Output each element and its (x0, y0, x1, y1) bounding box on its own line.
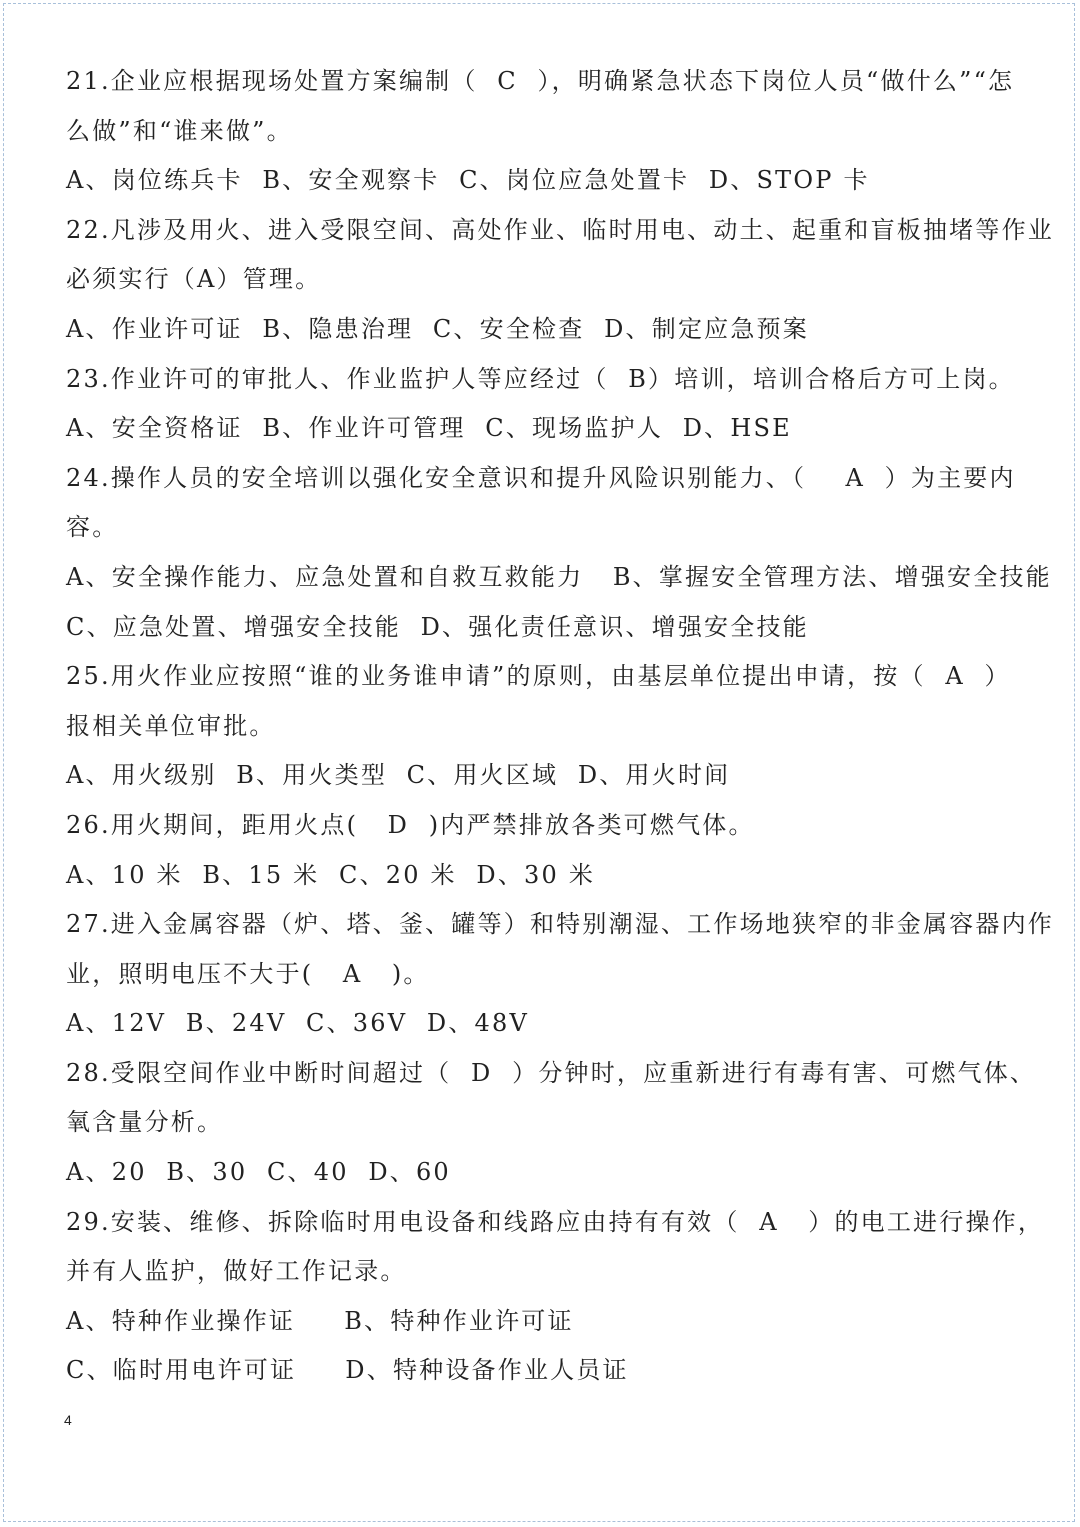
question-29-options-cd: C、临时用电许可证 D、特种设备作业人员证 (66, 1356, 629, 1385)
question-27-line-1: 27.进入金属容器（炉、塔、釜、罐等）和特别潮湿、工作场地狭窄的非金属容器内作 (66, 910, 1054, 939)
question-21-line-1: 21.企业应根据现场处置方案编制（ C ），明确紧急状态下岗位人员“做什么”“怎 (66, 67, 1015, 95)
question-29-line-2: 并有人监护，做好工作记录。 (66, 1257, 407, 1286)
question-29-line-1: 29.安装、维修、拆除临时用电设备和线路应由持有有效（ A ）的电工进行操作， (66, 1207, 1045, 1236)
question-25-line-1: 25.用火作业应按照“谁的业务谁申请”的原则，由基层单位提出申请，按（ A ） (66, 662, 1011, 691)
question-27-options: A、12V B、24V C、36V D、48V (66, 1009, 530, 1038)
question-24-options-ab: A、安全操作能力、应急处置和自救互救能力 B、掌握安全管理方法、增强安全技能 (66, 562, 1052, 591)
question-26-options: A、10 米 B、15 米 C、20 米 D、30 米 (66, 860, 596, 889)
question-28-line-1: 28.受限空间作业中断时间超过（ D ）分钟时，应重新进行有毒有害、可燃气体、 (66, 1058, 1037, 1087)
question-22-line-1: 22.凡涉及用火、进入受限空间、高处作业、临时用电、动土、起重和盲板抽堵等作业 (66, 215, 1054, 244)
question-28-options: A、20 B、30 C、40 D、60 (66, 1158, 451, 1187)
question-22-options: A、作业许可证 B、隐患治理 C、安全检查 D、制定应急预案 (66, 314, 809, 343)
question-23-line-1: 23.作业许可的审批人、作业监护人等应经过（ B）培训，培训合格后方可上岗。 (66, 364, 1015, 393)
question-28-line-2: 氧含量分析。 (66, 1108, 224, 1137)
question-29-options-ab: A、特种作业操作证 B、特种作业许可证 (66, 1306, 574, 1335)
question-21-line-2: 么做”和“谁来做”。 (66, 116, 293, 145)
question-27-line-2: 业，照明电压不大于( A )。 (66, 959, 430, 988)
question-24-options-cd: C、应急处置、增强安全技能 D、强化责任意识、增强安全技能 (66, 612, 809, 641)
question-26-line-1: 26.用火期间，距用火点( D )内严禁排放各类可燃气体。 (66, 810, 755, 839)
question-23-options: A、安全资格证 B、作业许可管理 C、现场监护人 D、HSE (66, 414, 792, 443)
question-24-line-1: 24.操作人员的安全培训以强化安全意识和提升风险识别能力、（ A ）为主要内 (66, 463, 1016, 492)
question-25-options: A、用火级别 B、用火类型 C、用火区域 D、用火时间 (66, 761, 731, 790)
page-number: 4 (64, 1412, 72, 1428)
question-24-line-2: 容。 (66, 513, 119, 542)
question-25-line-2: 报相关单位审批。 (66, 711, 276, 740)
question-21-options: A、岗位练兵卡 B、安全观察卡 C、岗位应急处置卡 D、STOP 卡 (66, 166, 870, 195)
document-body (66, 57, 1054, 1396)
question-22-line-2: 必须实行（A）管理。 (66, 265, 322, 294)
